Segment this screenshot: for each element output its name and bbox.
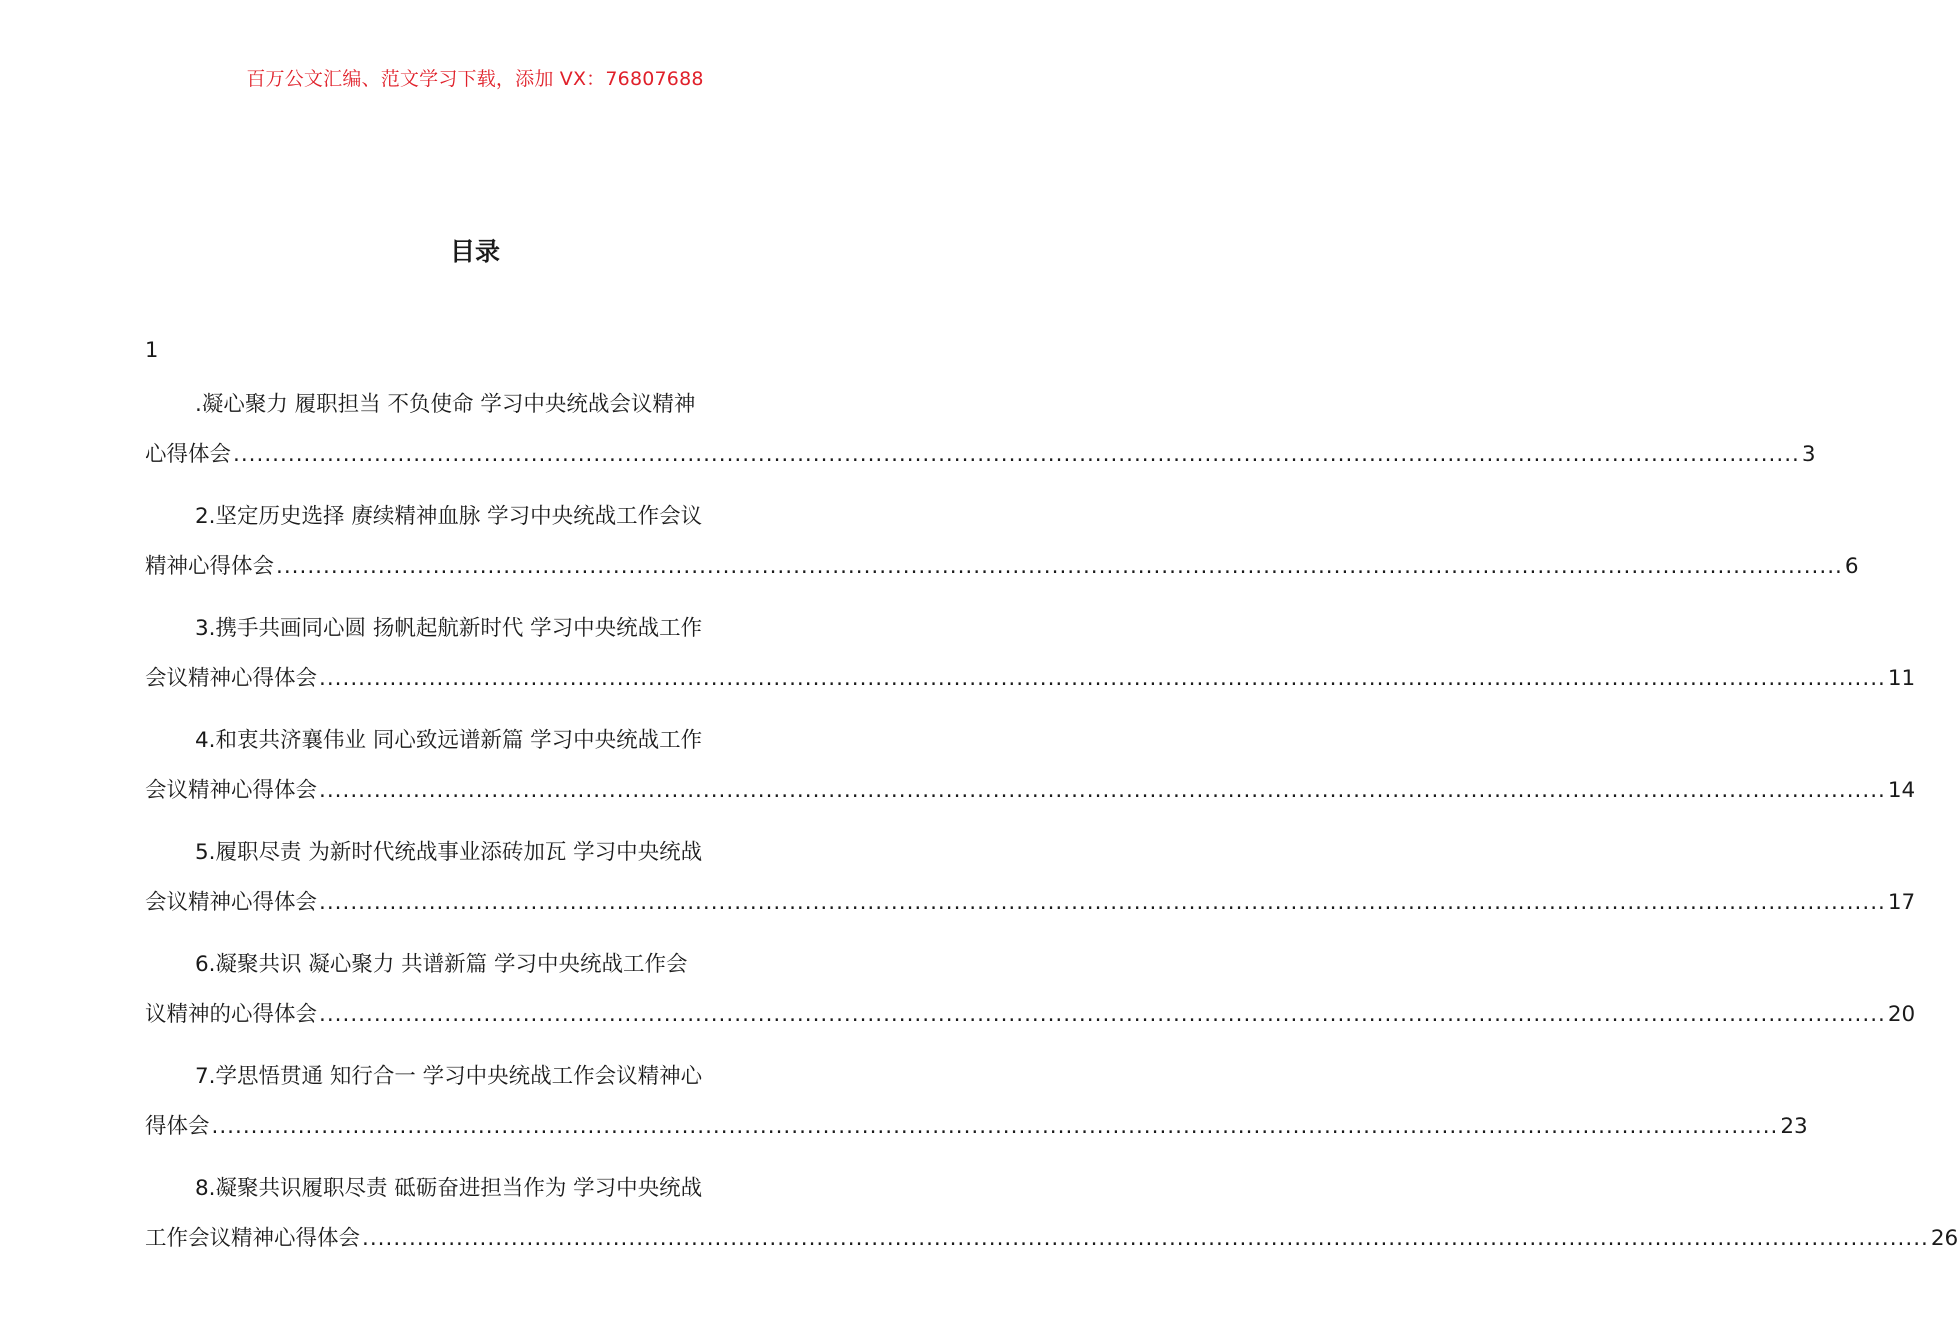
toc-page-number: 17 <box>1887 890 1916 915</box>
toc-entry[interactable] <box>145 828 1916 928</box>
toc-entry[interactable] <box>145 604 1916 704</box>
toc-page-number: 20 <box>1887 1002 1916 1027</box>
toc-dot-leader: ........................................................................................................................................................................................................ <box>319 778 1886 803</box>
toc-dot-leader: ........................................................................................................................................................................................................ <box>319 890 1886 915</box>
toc-entry-title: 7.学思悟贯通 知行合一 学习中央统战工作会议精神心 <box>195 1064 703 1089</box>
toc-entry-continuation <box>145 990 1916 1040</box>
toc-entry-title: 5.履职尽责 为新时代统战事业添砖加瓦 学习中央统战 <box>195 840 703 865</box>
toc-entry-title: .凝心聚力 履职担当 不负使命 学习中央统战会议精神 <box>195 392 696 417</box>
toc-dot-leader: ........................................................................................................................................................................................................ <box>276 554 1843 579</box>
toc-entry[interactable] <box>145 380 1816 480</box>
toc-entry-title: 3.携手共画同心圆 扬帆起航新时代 学习中央统战工作 <box>195 616 703 641</box>
toc-entry-title-continuation: 心得体会 <box>145 442 232 467</box>
toc-entry-title: 6.凝聚共识 凝心聚力 共谱新篇 学习中央统战工作会 <box>195 952 688 977</box>
toc-page-number: 26 <box>1930 1226 1958 1251</box>
toc-entry-title-continuation: 议精神的心得体会 <box>145 1002 318 1027</box>
page-title: 目录 <box>449 237 500 266</box>
toc-page-number: 11 <box>1887 666 1916 691</box>
toc-entry-continuation <box>145 878 1916 928</box>
toc-page-number: 23 <box>1780 1114 1808 1139</box>
toc-page-number: 6 <box>1844 554 1859 579</box>
header-contact-line: 百万公文汇编、范文学习下载，添加 VX：76807688 <box>246 68 704 90</box>
toc-dot-leader: ........................................................................................................................................................................................................ <box>211 1114 1779 1139</box>
toc-entry-title-continuation: 会议精神心得体会 <box>145 890 318 915</box>
toc-entry-title: 8.凝聚共识履职尽责 砥砺奋进担当作为 学习中央统战 <box>195 1176 703 1201</box>
toc-page-number: 3 <box>1801 442 1816 467</box>
toc-entry-continuation <box>145 542 1859 592</box>
toc-entry-title-continuation: 精神心得体会 <box>145 554 275 579</box>
toc-dot-leader: ........................................................................................................................................................................................................ <box>362 1226 1929 1251</box>
toc-dot-leader: ........................................................................................................................................................................................................ <box>319 666 1886 691</box>
toc-entry-continuation <box>145 1214 1958 1264</box>
toc-entry-continuation <box>145 654 1916 704</box>
toc-entry-continuation <box>145 766 1916 816</box>
toc-entry[interactable] <box>145 716 1916 816</box>
toc-first-number: 1 <box>145 338 159 362</box>
toc-page-number: 14 <box>1887 778 1916 803</box>
toc-entry-title-continuation: 工作会议精神心得体会 <box>145 1226 361 1251</box>
toc-entry-continuation <box>145 1102 1808 1152</box>
toc-entry-continuation <box>145 430 1816 480</box>
toc-entries <box>145 380 1958 1264</box>
table-of-contents <box>145 332 1958 1264</box>
toc-entry[interactable] <box>145 940 1916 1040</box>
toc-dot-leader: ........................................................................................................................................................................................................ <box>233 442 1800 467</box>
toc-entry-title: 4.和衷共济襄伟业 同心致远谱新篇 学习中央统战工作 <box>195 728 703 753</box>
toc-entry-title-continuation: 得体会 <box>145 1114 210 1139</box>
toc-entry-title: 2.坚定历史选择 赓续精神血脉 学习中央统战工作会议 <box>195 504 703 529</box>
toc-entry-title-continuation: 会议精神心得体会 <box>145 666 318 691</box>
toc-entry-title-continuation: 会议精神心得体会 <box>145 778 318 803</box>
toc-entry[interactable] <box>145 1164 1958 1264</box>
toc-entry[interactable] <box>145 1052 1808 1152</box>
toc-dot-leader: ........................................................................................................................................................................................................ <box>319 1002 1886 1027</box>
toc-entry[interactable] <box>145 492 1859 592</box>
